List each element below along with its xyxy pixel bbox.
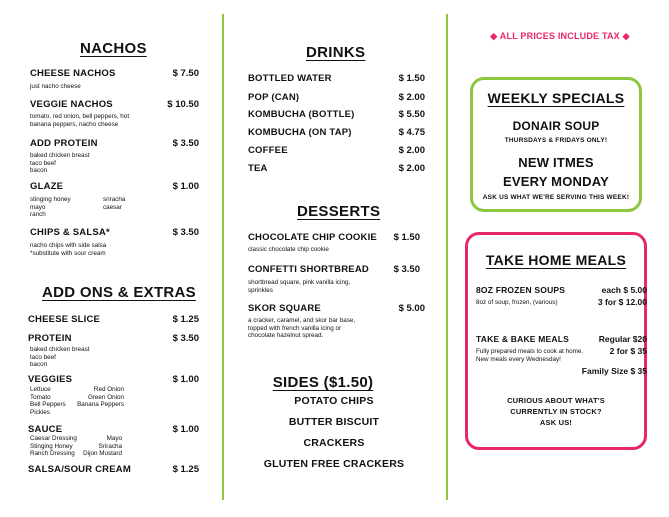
menu-item-name: KOMBUCHA (BOTTLE) [248, 109, 355, 120]
side-item: BUTTER BISCUIT [288, 416, 380, 428]
take-bake-name: TAKE & BAKE MEALS [476, 334, 569, 344]
drinks-title: DRINKS [306, 44, 366, 61]
menu-item-desc: just nacho cheese [30, 83, 81, 90]
menu-item-price: $ 3.50 [172, 227, 199, 238]
menu-item-price: $ 3.50 [172, 333, 199, 344]
take-bake-price: 2 for $ 35 [609, 346, 647, 356]
menu-item-price: $ 7.50 [172, 68, 199, 79]
menu-item-name: KOMBUCHA (ON TAP) [248, 127, 352, 138]
menu-item-price: $ 3.50 [393, 264, 420, 275]
diamond-icon: ◆ [622, 31, 630, 41]
menu-item-price: $ 5.00 [398, 303, 425, 314]
menu-item-name: GLAZE [30, 181, 64, 192]
sides-title: SIDES ($1.50) [272, 374, 374, 391]
side-item: CRACKERS [303, 437, 365, 449]
side-item: POTATO CHIPS [294, 395, 374, 407]
ask-note: ASK US WHAT WE'RE SERVING THIS WEEK! [482, 194, 630, 201]
menu-item-desc: baked chicken breast taco beef bacon [30, 346, 90, 369]
menu-item-name: VEGGIES [28, 374, 73, 385]
menu-item-price: $ 1.00 [172, 424, 199, 435]
menu-item-desc: a cracker, caramel, and skor bar base, topped with french vanilla icing or chocolate hazelnut spread. [248, 317, 356, 340]
menu-item-price: $ 2.00 [398, 163, 425, 174]
take-home-title: TAKE HOME MEALS [485, 252, 627, 268]
menu-item-name: ADD PROTEIN [30, 138, 98, 149]
menu-item-desc: sriracha caesar [103, 196, 126, 211]
desserts-title: DESSERTS [297, 203, 381, 220]
frozen-soups-desc: 8oz of soup, frozen, (various) [476, 299, 558, 306]
special-soup-note: THURSDAYS & FRIDAYS ONLY! [504, 137, 608, 144]
nachos-title: NACHOS [80, 40, 147, 57]
menu-item-name: SKOR SQUARE [248, 303, 321, 314]
menu-item-price: $ 1.00 [172, 181, 199, 192]
special-soup: DONAIR SOUP [512, 119, 600, 133]
menu-item-desc: tomato, red onion, bell peppers, hot banana peppers, nacho cheese [30, 113, 130, 128]
take-bake-price: Regular $20 [598, 334, 647, 344]
menu-item-price: $ 2.00 [398, 92, 425, 103]
menu-item-name: CHIPS & SALSA* [30, 227, 110, 238]
menu-item-desc: Lettuce Tomato Bell Peppers Pickles [30, 386, 66, 416]
menu-item-price: $ 2.00 [398, 145, 425, 156]
side-item: GLUTEN FREE CRACKERS [263, 458, 405, 470]
menu-item-price: $ 3.50 [172, 138, 199, 149]
addons-title: ADD ONS & EXTRAS [42, 284, 196, 301]
menu-item-name: TEA [248, 163, 268, 174]
menu-item-name: PROTEIN [28, 333, 72, 344]
column-divider-right [446, 14, 448, 500]
new-items-line: EVERY MONDAY [503, 174, 609, 189]
menu-item-desc: stinging honey mayo ranch [30, 196, 71, 219]
menu-item-desc: Caesar Dressing Stinging Honey Ranch Dressing [30, 435, 77, 458]
menu-item-price: $ 1.25 [172, 314, 199, 325]
menu-item-price: $ 1.50 [393, 232, 420, 243]
take-bake-price: Family Size $ 35 [581, 366, 647, 376]
menu-item-price: $ 5.50 [398, 109, 425, 120]
frozen-soups-price: 3 for $ 12.00 [597, 297, 647, 307]
menu-item-name: BOTTLED WATER [248, 73, 332, 84]
menu-item-name: SAUCE [28, 424, 63, 435]
menu-item-price: $ 1.50 [398, 73, 425, 84]
menu-item-desc: baked chicken breast taco beef bacon [30, 152, 90, 175]
tax-notice: ◆ ALL PRICES INCLUDE TAX ◆ [490, 31, 630, 41]
menu-item-desc: shortbread square, pink vanilla icing, sprinkles [248, 279, 351, 294]
menu-item-name: CHEESE SLICE [28, 314, 101, 325]
menu-item-desc: Red Onion Green Onion Banana Peppers [77, 386, 124, 409]
new-items-line: NEW ITMES [518, 155, 594, 170]
menu-item-price: $ 1.00 [172, 374, 199, 385]
frozen-soups-price: each $ 5.00 [601, 285, 647, 295]
curious-note: CURIOUS ABOUT WHAT'S CURRENTLY IN STOCK? ASK US! [507, 396, 605, 427]
menu-item-name: POP (CAN) [248, 92, 300, 103]
diamond-icon: ◆ [490, 31, 498, 41]
menu-item-price: $ 4.75 [398, 127, 425, 138]
menu-item-name: CHOCOLATE CHIP COOKIE [248, 232, 377, 243]
menu-item-name: CHEESE NACHOS [30, 68, 116, 79]
column-divider-left [222, 14, 224, 500]
menu-item-desc: Mayo Sriracha Dijon Mustard [83, 435, 122, 458]
menu-item-price: $ 1.25 [172, 464, 199, 475]
menu-item-name: COFFEE [248, 145, 288, 156]
menu-item-desc: classic chocolate chip cookie [248, 246, 329, 253]
weekly-specials-title: WEEKLY SPECIALS [487, 90, 625, 106]
frozen-soups-name: 8OZ FROZEN SOUPS [476, 285, 566, 295]
menu-item-name: SALSA/SOUR CREAM [28, 464, 131, 475]
menu-item-name: CONFETTI SHORTBREAD [248, 264, 369, 275]
menu-item-price: $ 10.50 [167, 99, 199, 110]
menu-item-name: VEGGIE NACHOS [30, 99, 113, 110]
take-bake-desc: Fully prepared meals to cook at home. New meals every Wednesday! [476, 348, 584, 363]
menu-item-desc: nacho chips with side salsa *substitute with sour cream [30, 242, 107, 257]
